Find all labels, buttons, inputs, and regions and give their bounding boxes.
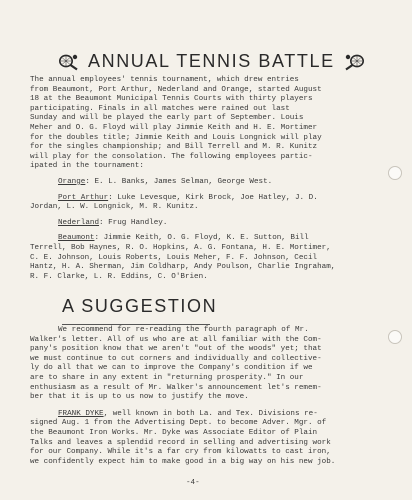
participant-names: : E. L. Banks, James Selman, George West. [85, 177, 273, 186]
participants-nederland [30, 219, 390, 229]
participant-names: Terrell, Bob Haynes, R. O. Hopkins, A. G. Fontana, H. E. Mortimer, [30, 243, 331, 252]
text-line: Walker's letter. All of us who are at all familiar with the Com- [30, 335, 322, 344]
suggestion-title: A SUGGESTION [62, 296, 218, 316]
text-line: ly do all that we can to improve the Company's condition if we [30, 364, 313, 373]
tennis-racket-icon [58, 53, 80, 71]
tennis-header [58, 51, 358, 73]
text-line: for our Company. While it's a far cry from kilowatts to cast iron, [30, 448, 331, 457]
city-label: Port Arthur [58, 193, 109, 202]
text-line: signed Aug. 1 from the Advertising Dept. to become Adver. Mgr. of [30, 419, 327, 428]
text-line: We recommend for re-reading the fourth paragraph of Mr. [58, 326, 309, 334]
participant-names: C. E. Johnson, Louis Roberts, Louis Meher, F. F. Johnson, Cecil [30, 253, 318, 262]
text-line: we must continue to cut corners and individually and collective- [30, 354, 322, 363]
text-line: Sunday and will be played the early part of September. Louis [30, 114, 304, 123]
text-line: participating. Finals in all matches were rained out last [30, 104, 290, 113]
text-line: are to share in any extent in "returning prosperity." In our [30, 373, 304, 382]
title-underline [62, 324, 210, 325]
text-line: The annual employees' tennis tournament, which drew entries [30, 76, 299, 84]
personnel-note [30, 410, 390, 468]
page-number: -4- [186, 479, 200, 487]
text-line: ipated in the tournament: [30, 162, 144, 171]
text-line: enthusiasm as a result of Mr. Walker's announcement let's remem- [30, 383, 322, 392]
participant-names: Jordan, L. W. Longnick, M. R. Kunitz. [30, 203, 199, 212]
text-line: for the singles championship; and Bill Terrell and M. R. Kunitz [30, 143, 318, 152]
participant-names: : Jimmie Keith, O. G. Floyd, K. E. Sutton, Bill [94, 234, 309, 243]
city-label: Orange [58, 177, 86, 186]
suggestion-article [30, 326, 390, 467]
text-line: we confidently expect him to make good in a big way on his new job. [30, 457, 336, 466]
tournament-article [30, 76, 390, 282]
binder-hole [388, 330, 402, 344]
text-line: from Beaumont, Port Arthur, Nederland and Orange, started August [30, 85, 322, 94]
participants-beaumont [30, 234, 390, 282]
text-line: for the doubles title; Jimmie Keith and Louis Longnick will play [30, 133, 322, 142]
city-label: Beaumont [58, 234, 95, 243]
text-line: ber that it is up to us now to justify the move. [30, 393, 249, 402]
article-title: ANNUAL TENNIS BATTLE [88, 51, 335, 72]
text-line: , well known in both La. and Tex. Divisions re- [103, 409, 318, 418]
text-line: will play for the consolation. The following employees partic- [30, 152, 313, 161]
participant-names: : Frug Handley. [99, 218, 168, 227]
person-name: FRANK DYKE [58, 409, 104, 418]
intro-paragraph [30, 76, 390, 172]
participants-port-arthur [30, 194, 390, 213]
text-line: the Beaumont Iron Works. Mr. Dyke was Associate Editor of Plain [30, 428, 318, 437]
city-label: Nederland [58, 218, 100, 227]
participant-names: R. F. Clarke, L. R. Eddins, C. O'Brien. [30, 272, 208, 281]
text-line: Meher and O. G. Floyd will play Jimmie Keith and H. E. Mortimer [30, 123, 318, 132]
binder-hole [388, 166, 402, 180]
text-line: pany's position know that we aren't "out of the woods" yet; that [30, 345, 322, 354]
text-line: Talks and leaves a splendid record in selling and advertising work [30, 438, 331, 447]
participants-orange [30, 178, 390, 188]
participant-names: : Luke Levesque, Kirk Brock, Joe Hatley, J. D. [108, 193, 318, 202]
text-line: 18 at the Beaumont Municipal Tennis Courts with thirty players [30, 95, 313, 104]
participant-names: Hantz, H. A. Sherman, Jim Coldharp, Andy Poulson, Charlie Ingraham, [30, 263, 336, 272]
tennis-racket-icon [343, 53, 365, 71]
